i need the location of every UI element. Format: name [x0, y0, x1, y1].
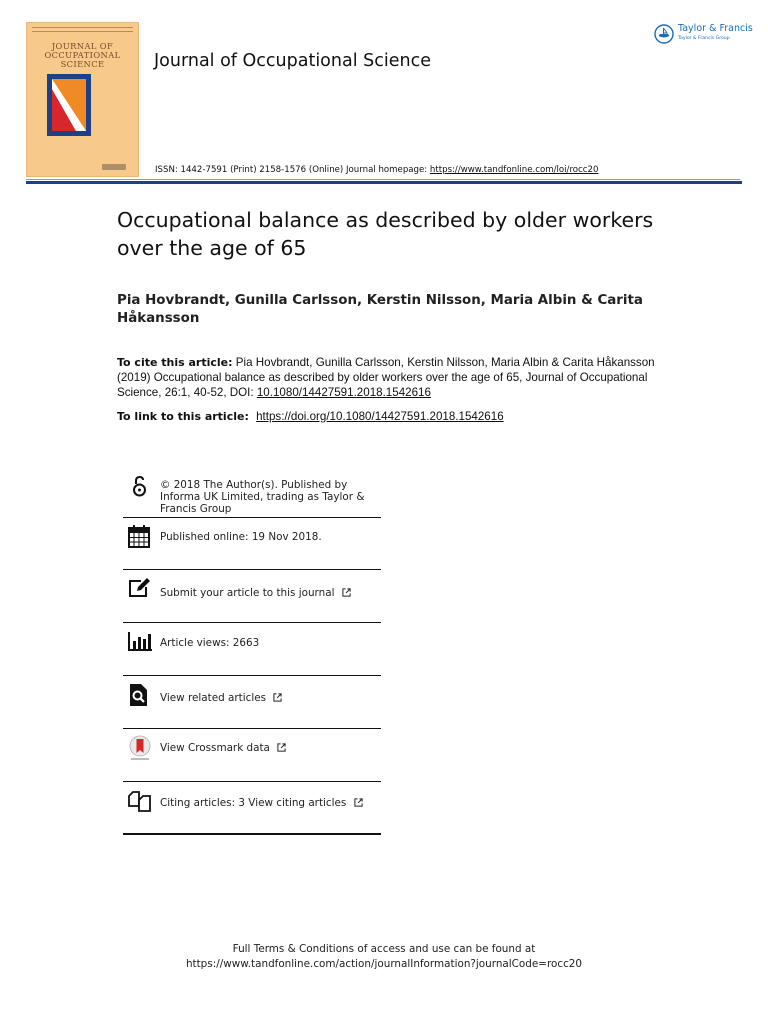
publisher-name: Taylor & Francis [678, 23, 753, 34]
header-divider-blue [26, 181, 742, 184]
citing-articles-label: Citing articles: 3 View citing articles [160, 797, 347, 809]
publisher-logo[interactable] [654, 22, 753, 48]
journal-homepage-link[interactable]: https://www.tandfonline.com/loi/rocc20 [429, 165, 599, 175]
related-articles-label: View related articles [160, 692, 267, 704]
cover-publisher-mark [102, 164, 126, 170]
terms-text: Full Terms & Conditions of access and use can be found at [232, 943, 536, 955]
crossmark-label: View Crossmark data [160, 742, 270, 754]
list-bottom-rule [123, 833, 381, 835]
list-divider [123, 622, 381, 623]
citing-articles-icon [127, 788, 153, 814]
related-articles-link[interactable] [160, 692, 382, 704]
list-divider [123, 781, 381, 782]
bar-chart-icon [127, 629, 153, 655]
article-views-text: Article views: 2663 [160, 637, 260, 649]
link-label: To link to this article: [117, 410, 249, 423]
cite-label: To cite this article: [117, 356, 233, 369]
cite-text: Pia Hovbrandt, Gunilla Carlsson, Kerstin Nilsson, Maria Albin & Carita Håkansson (2019) Occupational balance as described by older workers over the age of 65, Journal of Occupational Science, 26:1, 40-52, DOI: [117, 356, 655, 399]
list-divider [123, 728, 381, 729]
cover-title-line: SCIENCE [60, 59, 105, 69]
journal-cover-image [26, 22, 139, 177]
external-link-icon [342, 588, 351, 597]
cover-header-line [32, 27, 133, 32]
list-divider [123, 569, 381, 570]
article-doi-link[interactable]: https://doi.org/10.1080/14427591.2018.1542616 [256, 410, 504, 423]
citation-block [117, 355, 677, 400]
list-divider [123, 517, 381, 518]
external-link-icon [277, 743, 286, 752]
published-date-text: Published online: 19 Nov 2018. [160, 531, 322, 543]
external-link-icon [273, 693, 282, 702]
external-link-icon [354, 798, 363, 807]
cover-title [26, 42, 139, 69]
cite-doi-link[interactable]: 10.1080/14427591.2018.1542616 [256, 386, 431, 399]
cover-title-line: JOURNAL OF [51, 41, 114, 51]
terms-url[interactable]: https://www.tandfonline.com/action/journalInformation?journalCode=rocc20 [185, 958, 583, 970]
submit-article-label: Submit your article to this journal [160, 587, 335, 599]
calendar-icon [127, 524, 153, 550]
edit-icon [127, 576, 153, 602]
issn-line [155, 165, 598, 175]
submit-article-link[interactable] [160, 587, 382, 599]
open-access-icon [127, 474, 153, 500]
search-document-icon [127, 682, 153, 708]
issn-text: ISSN: 1442-7591 (Print) 2158-1576 (Online) Journal homepage: [155, 165, 430, 175]
license-text: © 2018 The Author(s). Published by Informa UK Limited, trading as Taylor & Francis Group [160, 479, 365, 515]
crossmark-icon [127, 735, 153, 761]
crossmark-link[interactable] [160, 742, 382, 754]
article-authors: Pia Hovbrandt, Gunilla Carlsson, Kerstin Nilsson, Maria Albin & Carita Håkansson [117, 293, 643, 326]
terms-footer [0, 942, 768, 972]
header-divider-thin [26, 179, 740, 180]
tf-ship-icon [654, 24, 674, 44]
cover-artwork [47, 74, 91, 136]
journal-title: Journal of Occupational Science [154, 51, 431, 71]
article-title: Occupational balance as described by older workers over the age of 65 [117, 208, 654, 260]
citing-articles-link[interactable] [160, 797, 382, 809]
cover-title-line: OCCUPATIONAL [44, 50, 121, 60]
publisher-tagline: Taylor & Francis Group [678, 36, 730, 41]
cover-artwork-graphic [52, 79, 86, 131]
list-divider [123, 675, 381, 676]
article-link-line [117, 410, 504, 423]
